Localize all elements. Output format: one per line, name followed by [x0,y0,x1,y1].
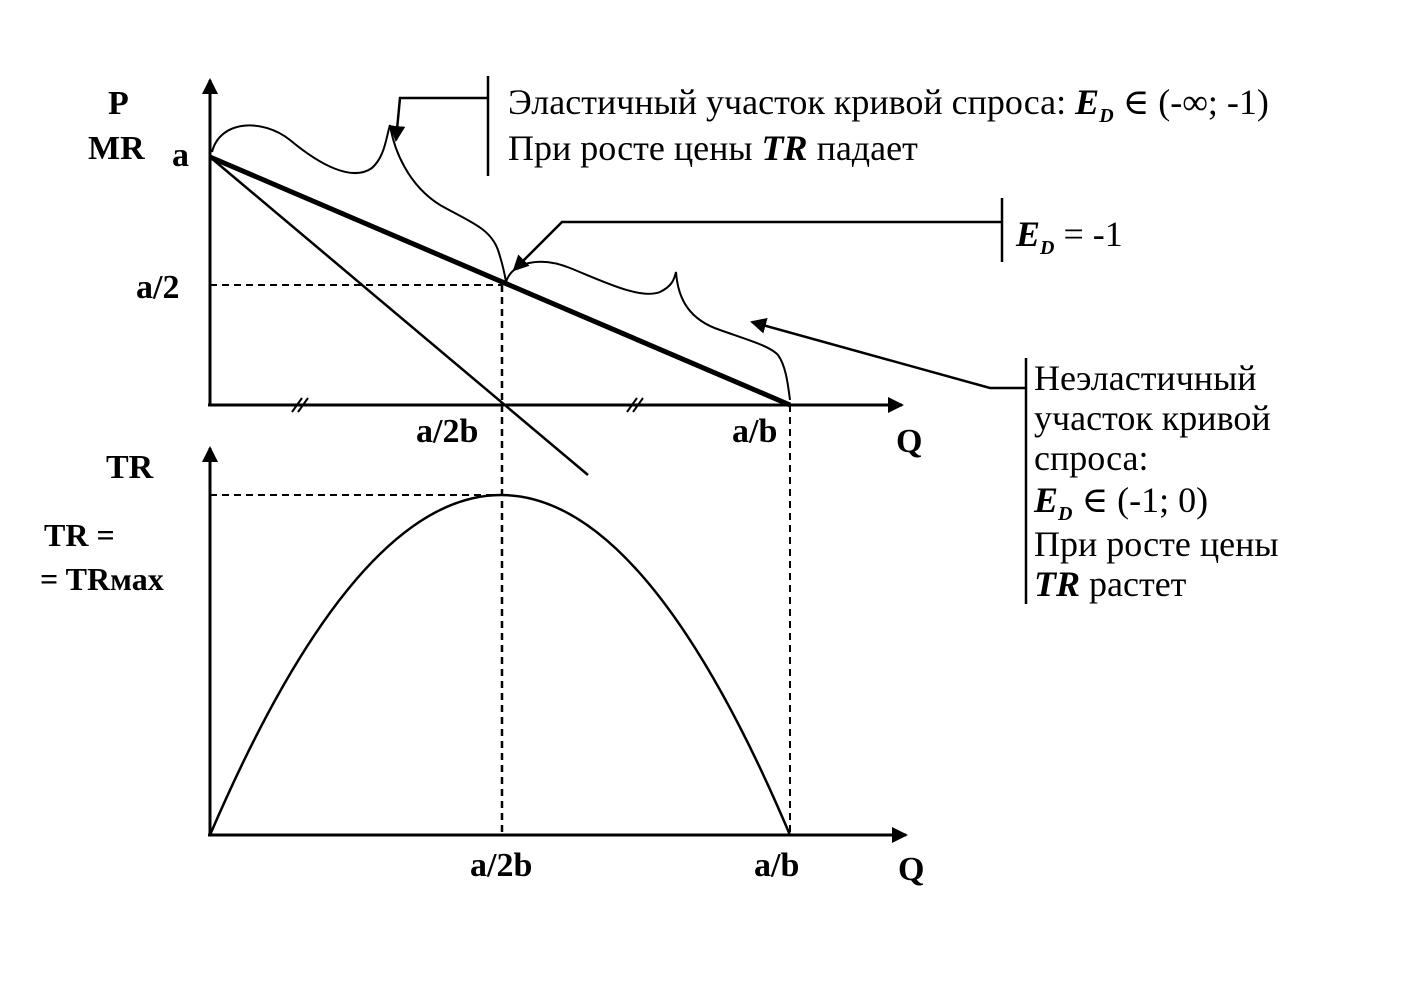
elastic-brace [212,125,506,282]
tr-max-label-1: TR = [44,517,115,553]
bottom-chart [40,448,924,888]
inelastic-line4-e: E [1034,480,1059,520]
elastic-line2-tail: падает [807,128,918,168]
x-tick-a2b-top: a/2b [416,413,479,450]
elastic-line2-text: При росте цены [508,128,762,168]
inelastic-line2: участок кривой [1034,398,1271,438]
elastic-annotation [396,76,1269,176]
elastic-arrow [396,98,488,140]
tr-axis-label: TR [106,449,154,486]
y-tick-a2: a/2 [136,269,180,306]
elastic-line1 [508,82,1269,127]
y-axis-label-p: P [108,85,129,122]
inelastic-line3: спроса: [1034,438,1149,478]
x-tick-ab-bottom: a/b [754,847,800,884]
inelastic-annotation [752,322,1279,604]
elastic-line2 [508,128,918,168]
top-chart [88,80,922,835]
unit-label [1015,214,1123,259]
unit-tail: = -1 [1054,214,1123,254]
elastic-line1-sub: D [1099,105,1114,127]
unit-arrow [514,222,1002,270]
y-axis-label-mr: MR [88,130,145,167]
elastic-line1-e: E [1075,82,1100,122]
inelastic-line6-tr: TR [1034,564,1081,604]
inelastic-brace [506,262,790,400]
y-tick-a: a [172,137,189,174]
inelastic-arrow [752,322,1026,388]
demand-curve [210,157,790,405]
elastic-line2-tr: TR [761,128,808,168]
inelastic-line6-tail: растет [1080,564,1187,604]
inelastic-line4-tail: ∈ (-1; 0) [1072,480,1209,520]
x-tick-a2b-bottom: a/2b [470,847,533,884]
unit-elastic-annotation [514,198,1123,270]
inelastic-line6 [1034,564,1187,604]
x-axis-label-q-bottom: Q [898,851,925,888]
inelastic-line5: При росте цены [1034,524,1279,564]
tr-max-label-2: = TRмах [40,561,164,597]
inelastic-line4 [1033,480,1208,525]
tr-curve [210,495,790,835]
inelastic-line4-sub: D [1058,503,1073,525]
elastic-line1-tail: ∈ (-∞; -1) [1113,82,1269,122]
x-tick-ab-top: a/b [732,413,778,450]
unit-e: E [1016,214,1041,254]
unit-sub: D [1040,237,1055,259]
inelastic-line1: Неэластичный [1034,358,1257,398]
elastic-line1-text: Эластичный участок кривой спроса: [508,82,1076,122]
mr-line [210,157,588,475]
x-axis-label-q-top: Q [896,423,923,460]
